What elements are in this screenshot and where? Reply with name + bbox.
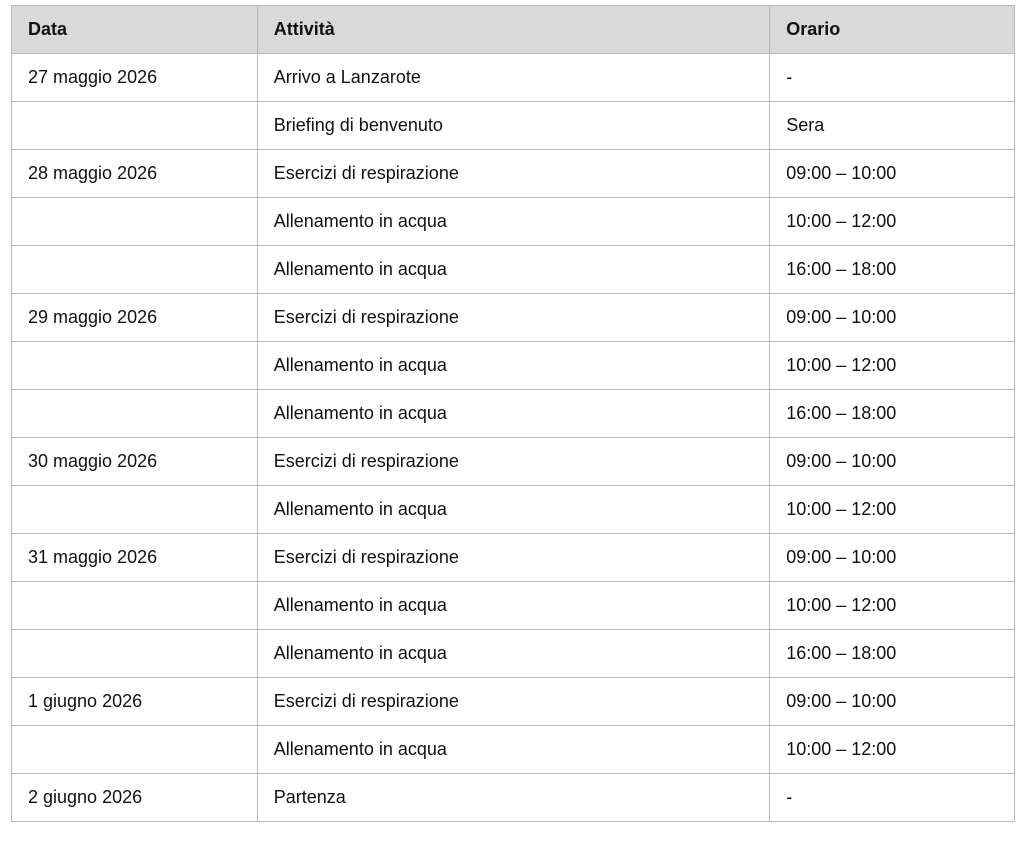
date-cell: 27 maggio 2026: [12, 54, 258, 102]
date-cell: [12, 582, 258, 630]
table-row: [12, 102, 1015, 150]
date-cell: 31 maggio 2026: [12, 534, 258, 582]
time-cell: 10:00 – 12:00: [770, 726, 1015, 774]
time-cell: -: [770, 54, 1015, 102]
table-row: [12, 54, 1015, 102]
header-row: [12, 6, 1015, 54]
table-row: [12, 390, 1015, 438]
table-row: [12, 294, 1015, 342]
activity-cell: Allenamento in acqua: [257, 198, 769, 246]
header-activity: Attività: [257, 6, 769, 54]
date-cell: 2 giugno 2026: [12, 774, 258, 822]
activity-cell: Esercizi di respirazione: [257, 150, 769, 198]
activity-cell: Allenamento in acqua: [257, 726, 769, 774]
time-cell: 10:00 – 12:00: [770, 486, 1015, 534]
date-cell: [12, 630, 258, 678]
activity-cell: Allenamento in acqua: [257, 246, 769, 294]
activity-cell: Allenamento in acqua: [257, 390, 769, 438]
time-cell: 09:00 – 10:00: [770, 678, 1015, 726]
date-cell: 28 maggio 2026: [12, 150, 258, 198]
time-cell: 09:00 – 10:00: [770, 534, 1015, 582]
time-cell: 16:00 – 18:00: [770, 390, 1015, 438]
table-row: [12, 438, 1015, 486]
time-cell: 10:00 – 12:00: [770, 582, 1015, 630]
time-cell: Sera: [770, 102, 1015, 150]
activity-cell: Allenamento in acqua: [257, 630, 769, 678]
date-cell: [12, 726, 258, 774]
activity-cell: Esercizi di respirazione: [257, 534, 769, 582]
date-cell: 30 maggio 2026: [12, 438, 258, 486]
time-cell: 09:00 – 10:00: [770, 294, 1015, 342]
table-row: [12, 150, 1015, 198]
time-cell: 09:00 – 10:00: [770, 150, 1015, 198]
table-row: [12, 678, 1015, 726]
time-cell: 09:00 – 10:00: [770, 438, 1015, 486]
date-cell: [12, 102, 258, 150]
table-row: [12, 246, 1015, 294]
date-cell: [12, 390, 258, 438]
table-row: [12, 486, 1015, 534]
header-date: Data: [12, 6, 258, 54]
table-row: [12, 534, 1015, 582]
activity-cell: Allenamento in acqua: [257, 486, 769, 534]
activity-cell: Esercizi di respirazione: [257, 294, 769, 342]
time-cell: 16:00 – 18:00: [770, 246, 1015, 294]
time-cell: -: [770, 774, 1015, 822]
table-row: [12, 342, 1015, 390]
header-time: Orario: [770, 6, 1015, 54]
table-row: [12, 198, 1015, 246]
date-cell: [12, 198, 258, 246]
table-row: [12, 582, 1015, 630]
table-row: [12, 726, 1015, 774]
table-row: [12, 630, 1015, 678]
date-cell: 29 maggio 2026: [12, 294, 258, 342]
date-cell: [12, 246, 258, 294]
time-cell: 10:00 – 12:00: [770, 198, 1015, 246]
date-cell: [12, 342, 258, 390]
activity-cell: Allenamento in acqua: [257, 342, 769, 390]
activity-cell: Partenza: [257, 774, 769, 822]
table-row: [12, 774, 1015, 822]
time-cell: 10:00 – 12:00: [770, 342, 1015, 390]
date-cell: [12, 486, 258, 534]
activity-cell: Esercizi di respirazione: [257, 678, 769, 726]
time-cell: 16:00 – 18:00: [770, 630, 1015, 678]
activity-cell: Esercizi di respirazione: [257, 438, 769, 486]
schedule-table: [11, 5, 1015, 822]
activity-cell: Arrivo a Lanzarote: [257, 54, 769, 102]
date-cell: 1 giugno 2026: [12, 678, 258, 726]
activity-cell: Briefing di benvenuto: [257, 102, 769, 150]
activity-cell: Allenamento in acqua: [257, 582, 769, 630]
